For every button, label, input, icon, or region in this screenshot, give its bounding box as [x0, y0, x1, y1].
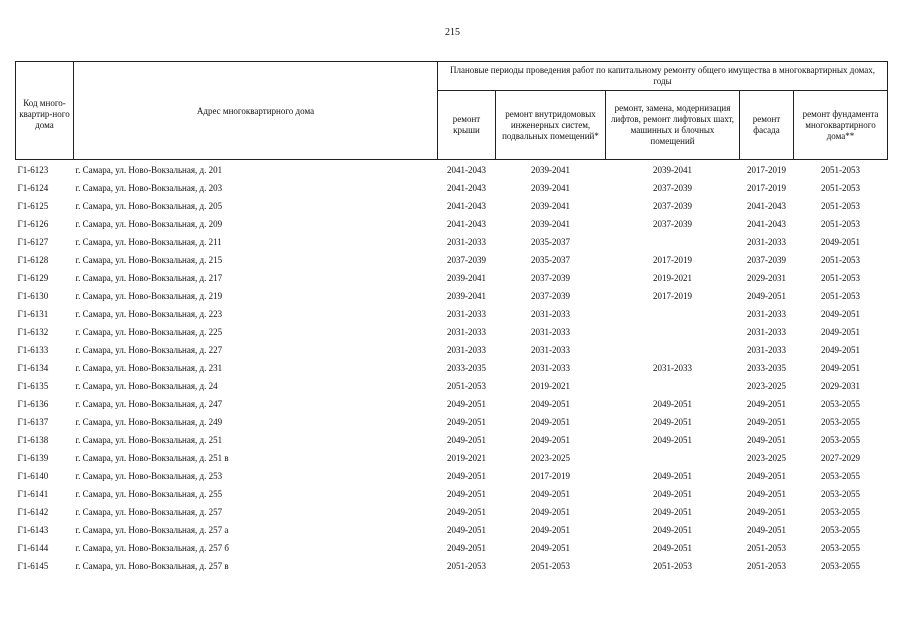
table-row	[16, 539, 888, 557]
table-row	[16, 287, 888, 305]
cell-code: Г1-6138	[17, 434, 49, 445]
header-systems: ремонт внутридомовых инженерных систем, подвальных помещений*	[496, 91, 606, 160]
cell-address: г. Самара, ул. Ново-Вокзальная, д. 211	[75, 236, 222, 247]
cell-lifts: 2017-2019	[653, 290, 692, 301]
cell-code: Г1-6141	[17, 488, 49, 499]
cell-facade: 2051-2053	[747, 560, 786, 571]
cell-code: Г1-6140	[17, 470, 49, 481]
cell-address: г. Самара, ул. Ново-Вокзальная, д. 223	[75, 308, 223, 319]
cell-address: г. Самара, ул. Ново-Вокзальная, д. 203	[75, 182, 223, 193]
cell-address: г. Самара, ул. Ново-Вокзальная, д. 257 б	[75, 542, 229, 553]
cell-foundation: 2053-2055	[821, 542, 860, 553]
table-row	[16, 521, 888, 539]
cell-address: г. Самара, ул. Ново-Вокзальная, д. 201	[75, 164, 223, 175]
cell-systems: 2023-2025	[531, 452, 570, 463]
cell-roof: 2031-2033	[447, 236, 486, 247]
cell-facade: 2049-2051	[747, 416, 786, 427]
cell-foundation: 2051-2053	[821, 164, 860, 175]
table-row	[16, 395, 888, 413]
cell-code: Г1-6133	[17, 344, 49, 355]
cell-facade: 2049-2051	[747, 506, 786, 517]
cell-systems: 2049-2051	[531, 542, 570, 553]
cell-systems: 2039-2041	[531, 218, 570, 229]
header-lifts: ремонт, замена, модернизация лифтов, ремонт лифтовых шахт, машинных и блочных помещений	[606, 91, 740, 160]
cell-roof: 2049-2051	[447, 416, 486, 427]
cell-roof: 2049-2051	[447, 488, 486, 499]
cell-address: г. Самара, ул. Ново-Вокзальная, д. 247	[75, 398, 223, 409]
cell-roof: 2019-2021	[447, 452, 486, 463]
cell-code: Г1-6135	[17, 380, 49, 391]
cell-address: г. Самара, ул. Ново-Вокзальная, д. 217	[75, 272, 223, 283]
cell-roof: 2049-2051	[447, 434, 486, 445]
table-row	[16, 197, 888, 215]
cell-foundation: 2051-2053	[821, 290, 860, 301]
cell-facade: 2041-2043	[747, 200, 786, 211]
table-row	[16, 215, 888, 233]
cell-systems: 2049-2051	[531, 524, 570, 535]
cell-code: Г1-6130	[17, 290, 49, 301]
cell-facade: 2049-2051	[747, 470, 786, 481]
cell-code: Г1-6126	[17, 218, 49, 229]
table-row	[16, 377, 888, 395]
cell-roof: 2037-2039	[447, 254, 486, 265]
cell-foundation: 2051-2053	[821, 254, 860, 265]
cell-foundation: 2053-2055	[821, 416, 860, 427]
table-row	[16, 233, 888, 251]
cell-foundation: 2051-2053	[821, 272, 860, 283]
table-row	[16, 431, 888, 449]
page-number: 215	[445, 27, 460, 38]
cell-facade: 2049-2051	[747, 524, 786, 535]
table-row	[16, 485, 888, 503]
cell-roof: 2031-2033	[447, 326, 486, 337]
cell-code: Г1-6131	[17, 308, 49, 319]
cell-foundation: 2053-2055	[821, 470, 860, 481]
cell-code: Г1-6132	[17, 326, 49, 337]
cell-address: г. Самара, ул. Ново-Вокзальная, д. 251	[75, 434, 223, 445]
cell-systems: 2031-2033	[531, 326, 570, 337]
cell-code: Г1-6143	[17, 524, 49, 535]
cell-systems: 2037-2039	[531, 290, 570, 301]
cell-lifts	[606, 377, 740, 395]
table-row	[16, 467, 888, 485]
cell-address: г. Самара, ул. Ново-Вокзальная, д. 225	[75, 326, 223, 337]
cell-foundation: 2049-2051	[821, 362, 860, 373]
cell-code: Г1-6136	[17, 398, 49, 409]
header-facade: ремонт фасада	[740, 91, 794, 160]
cell-address: г. Самара, ул. Ново-Вокзальная, д. 257	[75, 506, 223, 517]
cell-code: Г1-6128	[17, 254, 49, 265]
cell-lifts: 2051-2053	[653, 560, 692, 571]
table-row	[16, 269, 888, 287]
cell-lifts: 2049-2051	[653, 434, 692, 445]
cell-foundation: 2053-2055	[821, 488, 860, 499]
cell-foundation: 2027-2029	[821, 452, 860, 463]
cell-lifts: 2037-2039	[653, 200, 692, 211]
cell-roof: 2049-2051	[447, 470, 486, 481]
cell-code: Г1-6134	[17, 362, 49, 373]
cell-systems: 2049-2051	[531, 488, 570, 499]
cell-facade: 2049-2051	[747, 488, 786, 499]
cell-foundation: 2053-2055	[821, 434, 860, 445]
cell-roof: 2051-2053	[447, 380, 486, 391]
cell-code: Г1-6145	[17, 560, 49, 571]
cell-systems: 2031-2033	[531, 308, 570, 319]
cell-foundation: 2051-2053	[821, 200, 860, 211]
cell-roof: 2039-2041	[447, 290, 486, 301]
repair-schedule-table	[15, 61, 888, 575]
cell-lifts: 2049-2051	[653, 416, 692, 427]
cell-roof: 2031-2033	[447, 308, 486, 319]
cell-foundation: 2049-2051	[821, 308, 860, 319]
cell-systems: 2049-2051	[531, 506, 570, 517]
table-row	[16, 413, 888, 431]
cell-roof: 2041-2043	[447, 182, 486, 193]
cell-foundation: 2053-2055	[821, 560, 860, 571]
cell-roof: 2049-2051	[447, 506, 486, 517]
cell-foundation: 2053-2055	[821, 506, 860, 517]
cell-code: Г1-6139	[17, 452, 49, 463]
cell-address: г. Самара, ул. Ново-Вокзальная, д. 231	[75, 362, 223, 373]
cell-facade: 2037-2039	[747, 254, 786, 265]
cell-address: г. Самара, ул. Ново-Вокзальная, д. 205	[75, 200, 223, 211]
cell-lifts	[606, 449, 740, 467]
table-row	[16, 341, 888, 359]
cell-lifts: 2049-2051	[653, 488, 692, 499]
cell-lifts	[606, 323, 740, 341]
cell-facade: 2029-2031	[747, 272, 786, 283]
cell-roof: 2041-2043	[447, 164, 486, 175]
table-row	[16, 323, 888, 341]
cell-foundation: 2029-2031	[821, 380, 860, 391]
cell-address: г. Самара, ул. Ново-Вокзальная, д. 215	[75, 254, 223, 265]
cell-systems: 2031-2033	[531, 362, 570, 373]
cell-facade: 2031-2033	[747, 344, 786, 355]
cell-roof: 2049-2051	[447, 524, 486, 535]
cell-address: г. Самара, ул. Ново-Вокзальная, д. 219	[75, 290, 223, 301]
cell-code: Г1-6137	[17, 416, 49, 427]
cell-address: г. Самара, ул. Ново-Вокзальная, д. 257 в	[75, 560, 229, 571]
cell-systems: 2049-2051	[531, 434, 570, 445]
cell-lifts: 2049-2051	[653, 542, 692, 553]
cell-foundation: 2051-2053	[821, 218, 860, 229]
cell-roof: 2039-2041	[447, 272, 486, 283]
cell-address: г. Самара, ул. Ново-Вокзальная, д. 227	[75, 344, 223, 355]
table-row	[16, 179, 888, 197]
cell-address: г. Самара, ул. Ново-Вокзальная, д. 257 а	[75, 524, 229, 535]
cell-address: г. Самара, ул. Ново-Вокзальная, д. 249	[75, 416, 223, 427]
cell-facade: 2031-2033	[747, 326, 786, 337]
cell-facade: 2017-2019	[747, 182, 786, 193]
cell-foundation: 2049-2051	[821, 344, 860, 355]
cell-lifts	[606, 305, 740, 323]
cell-lifts: 2049-2051	[653, 470, 692, 481]
cell-lifts	[606, 233, 740, 251]
cell-lifts: 2037-2039	[653, 182, 692, 193]
cell-lifts: 2039-2041	[653, 164, 692, 175]
cell-facade: 2017-2019	[747, 164, 786, 175]
cell-code: Г1-6129	[17, 272, 49, 283]
cell-code: Г1-6144	[17, 542, 49, 553]
cell-lifts	[606, 341, 740, 359]
cell-roof: 2049-2051	[447, 542, 486, 553]
cell-systems: 2017-2019	[531, 470, 570, 481]
cell-roof: 2041-2043	[447, 218, 486, 229]
cell-roof: 2049-2051	[447, 398, 486, 409]
cell-foundation: 2049-2051	[821, 326, 860, 337]
cell-systems: 2049-2051	[531, 416, 570, 427]
cell-facade: 2049-2051	[747, 398, 786, 409]
cell-lifts: 2037-2039	[653, 218, 692, 229]
cell-address: г. Самара, ул. Ново-Вокзальная, д. 251 в	[75, 452, 229, 463]
cell-facade: 2051-2053	[747, 542, 786, 553]
cell-systems: 2019-2021	[531, 380, 570, 391]
table-body	[16, 160, 888, 576]
table-row	[16, 449, 888, 467]
table-row	[16, 251, 888, 269]
cell-address: г. Самара, ул. Ново-Вокзальная, д. 24	[75, 380, 218, 391]
cell-facade: 2023-2025	[747, 380, 786, 391]
cell-foundation: 2053-2055	[821, 398, 860, 409]
cell-foundation: 2049-2051	[821, 236, 860, 247]
cell-lifts: 2019-2021	[653, 272, 692, 283]
cell-facade: 2033-2035	[747, 362, 786, 373]
cell-facade: 2049-2051	[747, 290, 786, 301]
cell-lifts: 2049-2051	[653, 398, 692, 409]
header-code: Код много-квартир-ного дома	[16, 62, 74, 160]
cell-foundation: 2051-2053	[821, 182, 860, 193]
cell-systems: 2039-2041	[531, 182, 570, 193]
cell-lifts: 2049-2051	[653, 524, 692, 535]
cell-code: Г1-6127	[17, 236, 49, 247]
cell-lifts: 2031-2033	[653, 362, 692, 373]
table-row	[16, 503, 888, 521]
cell-roof: 2051-2053	[447, 560, 486, 571]
cell-address: г. Самара, ул. Ново-Вокзальная, д. 209	[75, 218, 223, 229]
cell-systems: 2051-2053	[531, 560, 570, 571]
table-row	[16, 359, 888, 377]
cell-roof: 2033-2035	[447, 362, 486, 373]
cell-systems: 2049-2051	[531, 398, 570, 409]
header-planned-periods: Плановые периоды проведения работ по капитальному ремонту общего имущества в многоквартирных домах, годы	[438, 62, 888, 91]
cell-code: Г1-6125	[17, 200, 49, 211]
table-row	[16, 160, 888, 180]
table-row	[16, 305, 888, 323]
cell-code: Г1-6123	[17, 164, 49, 175]
cell-facade: 2049-2051	[747, 434, 786, 445]
cell-systems: 2039-2041	[531, 164, 570, 175]
header-roof: ремонт крыши	[438, 91, 496, 160]
header-foundation: ремонт фундамента многоквартирного дома**	[794, 91, 888, 160]
cell-roof: 2041-2043	[447, 200, 486, 211]
cell-facade: 2031-2033	[747, 236, 786, 247]
cell-code: Г1-6124	[17, 182, 49, 193]
cell-code: Г1-6142	[17, 506, 49, 517]
cell-systems: 2031-2033	[531, 344, 570, 355]
cell-facade: 2041-2043	[747, 218, 786, 229]
cell-systems: 2037-2039	[531, 272, 570, 283]
cell-roof: 2031-2033	[447, 344, 486, 355]
cell-systems: 2035-2037	[531, 254, 570, 265]
cell-facade: 2023-2025	[747, 452, 786, 463]
table-row	[16, 557, 888, 575]
header-address: Адрес многоквартирного дома	[74, 62, 438, 160]
cell-lifts: 2049-2051	[653, 506, 692, 517]
cell-lifts: 2017-2019	[653, 254, 692, 265]
cell-address: г. Самара, ул. Ново-Вокзальная, д. 255	[75, 488, 223, 499]
cell-facade: 2031-2033	[747, 308, 786, 319]
cell-systems: 2039-2041	[531, 200, 570, 211]
cell-foundation: 2053-2055	[821, 524, 860, 535]
cell-systems: 2035-2037	[531, 236, 570, 247]
cell-address: г. Самара, ул. Ново-Вокзальная, д. 253	[75, 470, 223, 481]
